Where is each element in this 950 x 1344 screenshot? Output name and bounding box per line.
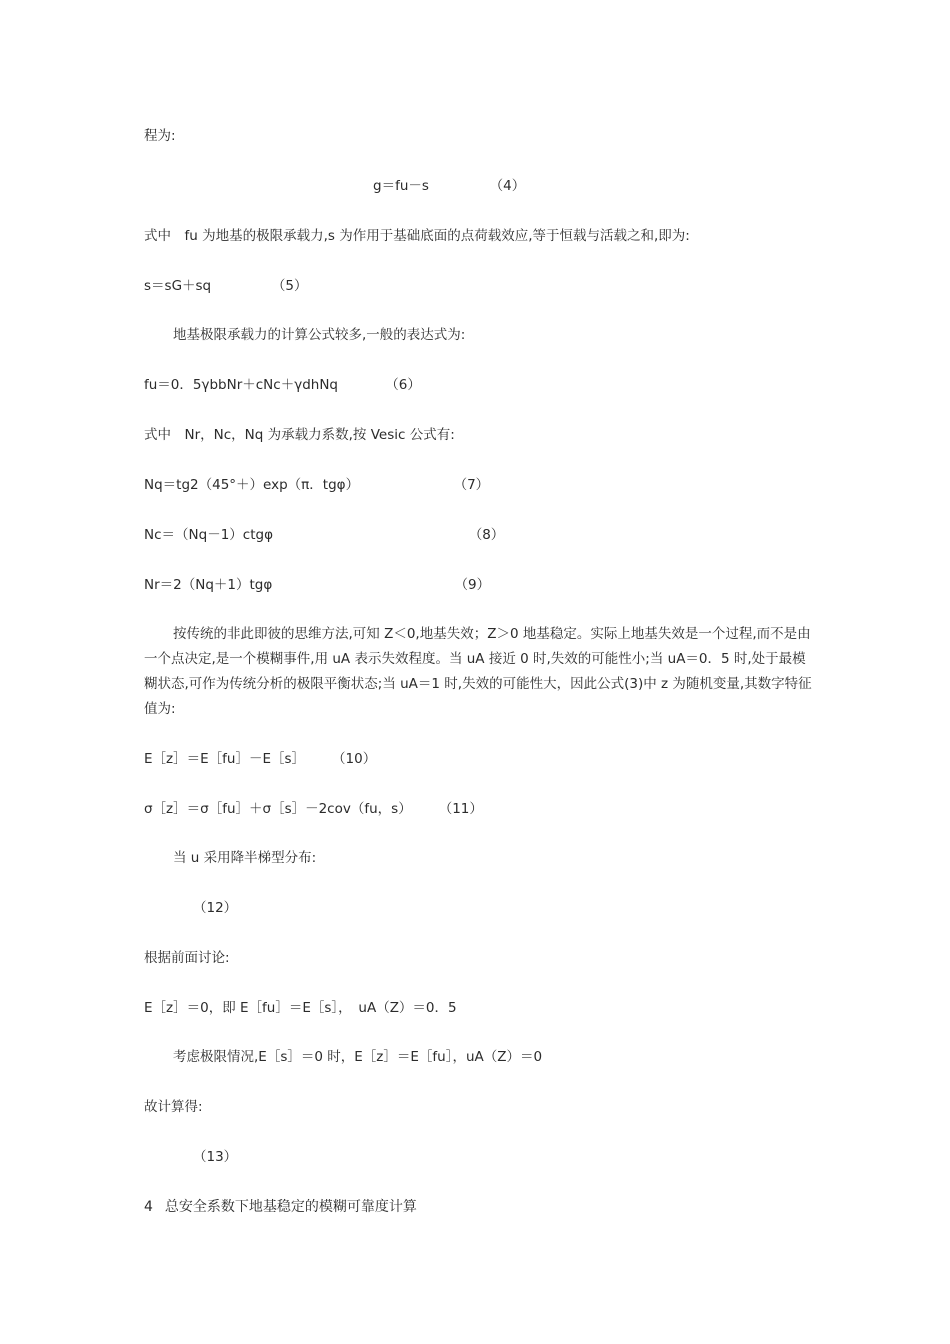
paragraph: 按传统的非此即彼的思维方法,可知 Z＜0,地基失效；Z＞0 地基稳定。实际上地基失效是一个过程,而不是由一个点决定,是一个模糊事件,用 uA 表示失效程度。当 uA 接近 0 时,失效的可能性小;当 uA＝0．5 时,处于最模糊状态,可作为传统分析的极限平衡状态;当 uA＝1 时,失效的可能性大，因此公式(3)中 z 为随机变量,其数字特征值为: (144, 626, 812, 717)
equation-5: s＝sG＋sq （5） (144, 278, 308, 294)
equation-10: E［z］＝E［fu］－E［s］ （10） (144, 751, 377, 767)
text-line: E［z］＝0，即 E［fu］＝E［s］， uA（Z）＝0．5 (144, 1000, 457, 1016)
text-line: 当 u 采用降半梯型分布: (173, 850, 317, 866)
text-line: 程为: (144, 128, 176, 144)
equation-12-number: （12） (193, 900, 238, 916)
text-line: 式中 fu 为地基的极限承载力,s 为作用于基础底面的点荷载效应,等于恒载与活载之和,即为: (144, 228, 690, 244)
equation-6: fu＝0．5γbbNr＋cNc＋γdhNq （6） (144, 377, 421, 393)
section-number: 4 (144, 1199, 153, 1215)
section-title: 总安全系数下地基稳定的模糊可靠度计算 (164, 1199, 417, 1215)
equation-8: Nc＝（Nq－1）ctgφ （8） (144, 527, 505, 543)
text-line: 地基极限承载力的计算公式较多,一般的表达式为: (173, 327, 466, 343)
text-line: 故计算得: (144, 1099, 203, 1115)
text-line: 根据前面讨论: (144, 950, 230, 966)
text-line: 考虑极限情况,E［s］＝0 时，E［z］＝E［fu］，uA（Z）＝0 (173, 1049, 543, 1065)
equation-4: g＝fu－s （4） (373, 178, 526, 194)
equation-9: Nr＝2（Nq＋1）tgφ （9） (144, 577, 491, 593)
text-line: 式中 Nr，Nc，Nq 为承载力系数,按 Vesic 公式有: (144, 427, 455, 443)
equation-7: Nq＝tg2（45°＋）exp（π．tgφ） （7） (144, 477, 490, 493)
equation-13-number: （13） (193, 1149, 238, 1165)
equation-11: σ［z］＝σ［fu］＋σ［s］－2cov（fu，s） （11） (144, 801, 483, 817)
section-heading (144, 1198, 417, 1216)
